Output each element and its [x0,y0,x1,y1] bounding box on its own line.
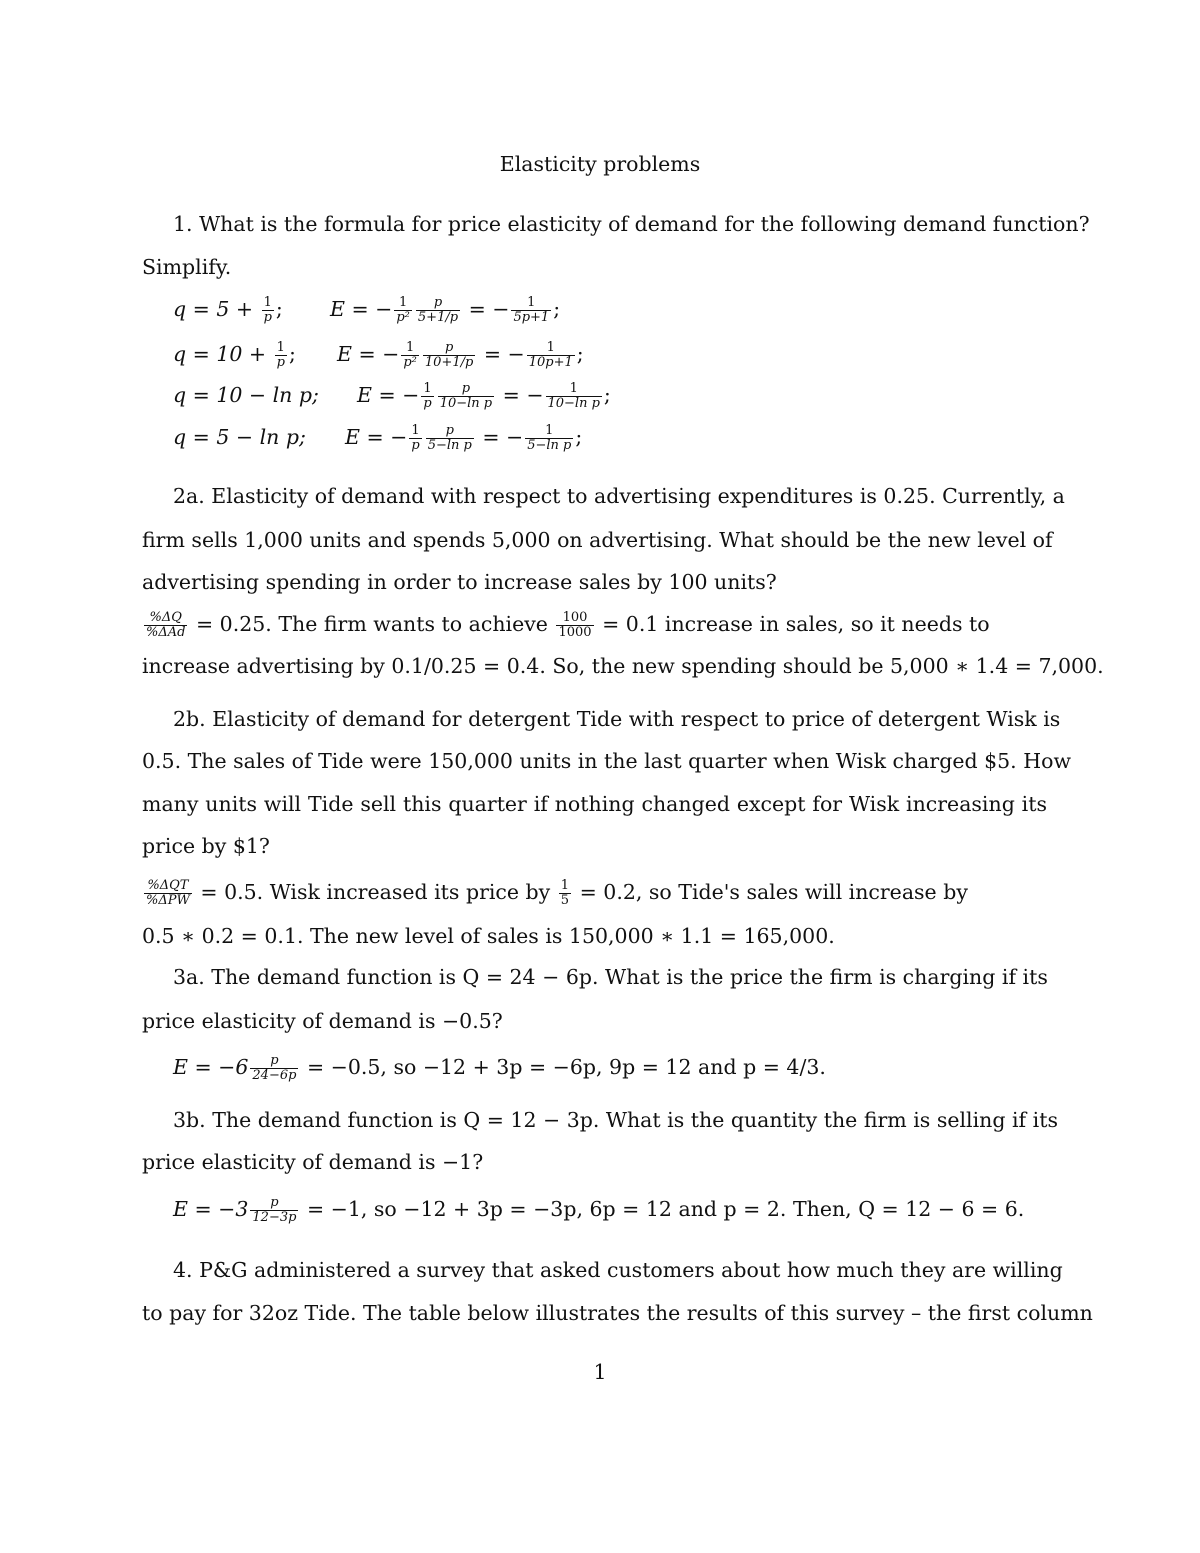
q1-demand-eq-1: q = 5 + $\frac{1}{p}$ ; [173,295,283,325]
q3b-answer: E = −3 $\frac{p}{12-3p}$ = −1, so −12 + 3p = −3p, 6p = 12 and p = 2. Then, Q = 12 − 6 = 6. [173,1195,1025,1225]
q1-demand-eq-2: q = 10 + $\frac{1}{p}$ ; [173,340,296,370]
q3b-text-line-2: price elasticity of demand is −1? [142,1150,484,1174]
q2b-text-line-1: 2b. Elasticity of demand for detergent Tide with respect to price of detergent Wisk is [173,707,1061,731]
q1-elasticity-eq-1: E = − $\frac{1}{\text{p²}}$ $\frac{p}{5+1/p}$ = − $\frac{1}{5p+1}$ ; [330,295,561,325]
q3a-answer: E = −6 $\frac{p}{24-6p}$ = −0.5, so −12 + 3p = −6p, 9p = 12 and p = 4/3. [173,1053,826,1083]
q3a-text-line-2: price elasticity of demand is −0.5? [142,1009,503,1033]
q1-elasticity-eq-3: E = − $\frac{1}{p}$ $\frac{p}{\text{10−ln p}}$ = − $\frac{1}{\text{10−ln p}}$ ; [357,381,611,411]
q2b-answer-line-1: $\frac{\text{\%ΔQT}}{\text{\%ΔPW}}$ = 0.5. Wisk increased its price by $\frac{1}{5}$ = 0.2, so Tide's sales will increase by [146,878,968,908]
q2a-answer-line-1: $\frac{\%\Delta Q}{\text{\%ΔAd}}$ = 0.25. The firm wants to achieve $\frac{100}{1000}$ = 0.1 increase in sales, so it needs to [146,610,990,640]
q1-elasticity-eq-4: E = − $\frac{1}{p}$ $\frac{p}{\text{5−ln p}}$ = − $\frac{1}{\text{5−ln p}}$ ; [345,423,583,453]
q1-demand-eq-4: q = 5 − ln p; [173,425,306,449]
q1-elasticity-eq-2: E = − $\frac{1}{\text{p²}}$ $\frac{p}{10+1/p}$ = − $\frac{1}{10p+1}$ ; [337,340,584,370]
q2a-text-line-1: 2a. Elasticity of demand with respect to advertising expenditures is 0.25. Currently, a [173,484,1065,508]
q1-text-line-2: Simplify. [142,255,232,279]
q3b-text-line-1: 3b. The demand function is Q = 12 − 3p. What is the quantity the firm is selling if its [173,1108,1058,1132]
q2a-text-line-2: firm sells 1,000 units and spends 5,000 on advertising. What should be the new level of [142,528,1053,552]
q2b-answer-line-2: 0.5 ∗ 0.2 = 0.1. The new level of sales is 150,000 ∗ 1.1 = 165,000. [142,924,835,948]
q2b-text-line-4: price by $1? [142,834,270,858]
q2b-text-line-2: 0.5. The sales of Tide were 150,000 units in the last quarter when Wisk charged $5. How [142,749,1071,773]
q3a-text-line-1: 3a. The demand function is Q = 24 − 6p. What is the price the firm is charging if its [173,965,1048,989]
q2b-text-line-3: many units will Tide sell this quarter if nothing changed except for Wisk increasing its [142,792,1047,816]
q4-text-line-1: 4. P&G administered a survey that asked customers about how much they are willing [173,1258,1063,1282]
page-number: 1 [593,1360,607,1384]
q4-text-line-2: to pay for 32oz Tide. The table below illustrates the results of this survey – the first column [142,1301,1093,1325]
q2a-answer-line-2: increase advertising by 0.1/0.25 = 0.4. So, the new spending should be 5,000 ∗ 1.4 = 7,000. [142,654,1104,678]
q1-demand-eq-3: q = 10 − ln p; [173,383,319,407]
page-title: Elasticity problems [499,152,701,176]
q1-text-line-1: 1. What is the formula for price elasticity of demand for the following demand function? [173,212,1090,236]
q2a-text-line-3: advertising spending in order to increase sales by 100 units? [142,570,777,594]
